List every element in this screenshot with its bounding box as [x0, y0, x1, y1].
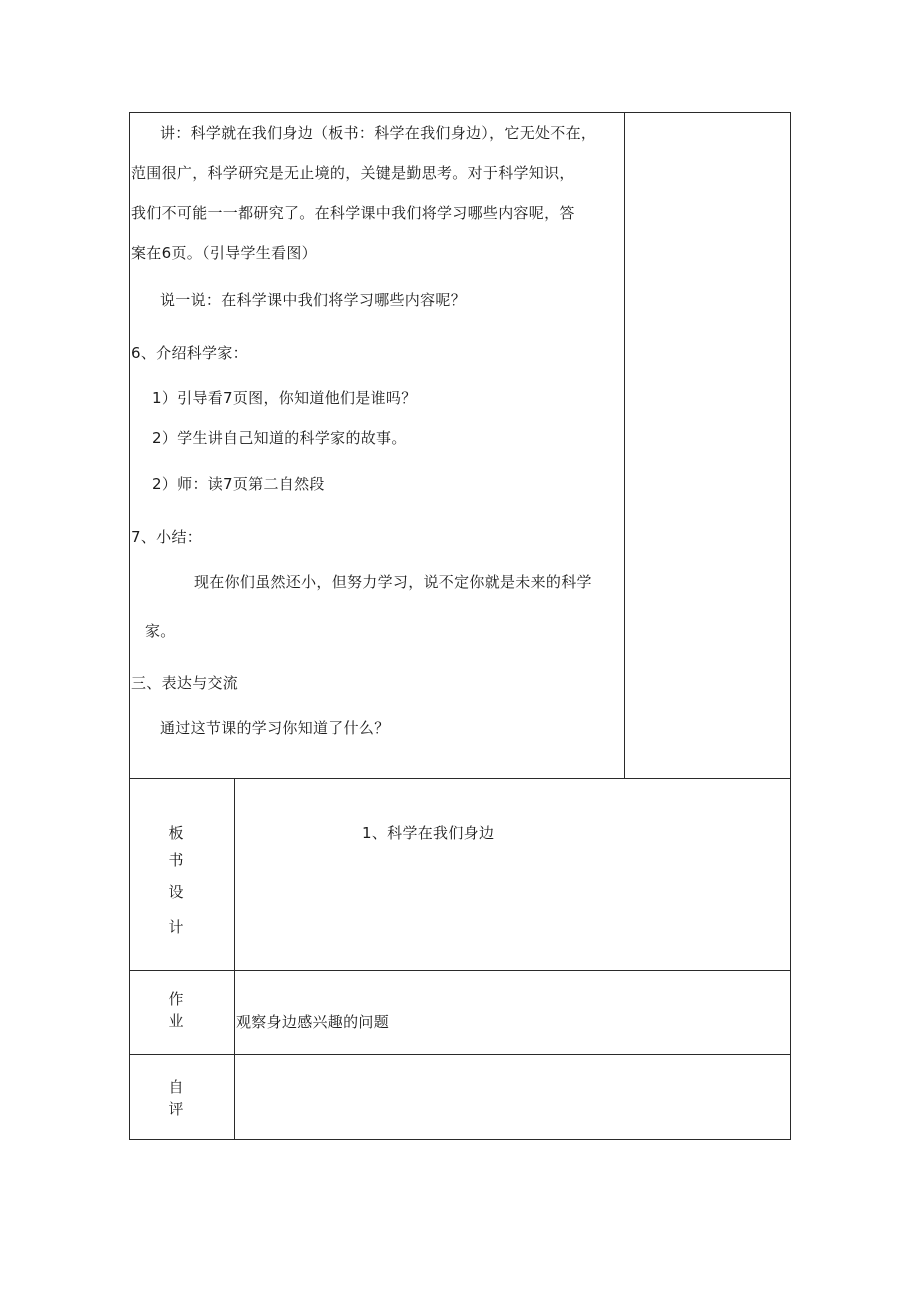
homework-label-char: 作 [168, 990, 184, 1008]
board-design-label-char: 计 [168, 918, 184, 936]
section-6-item-3: 2）师：读7页第二自然段 [152, 475, 325, 493]
main-line-2: 范围很广，科学研究是无止境的，关键是勤思考。对于科学知识， [131, 164, 575, 182]
board-design-content: 1、科学在我们身边 [362, 824, 495, 842]
label-column-divider [234, 778, 235, 1140]
table-left-border [129, 112, 130, 1140]
notes-column-divider [624, 112, 625, 779]
table-right-border [790, 112, 791, 1140]
summary-line-2: 家。 [145, 622, 176, 640]
section-7-heading: 7、小结： [131, 528, 203, 546]
row-divider-3 [129, 1054, 791, 1055]
section-3-heading: 三、表达与交流 [131, 674, 239, 692]
section-3-question: 通过这节课的学习你知道了什么？ [160, 719, 390, 737]
section-6-heading: 6、介绍科学家： [131, 344, 248, 362]
main-line-5: 说一说：在科学课中我们将学习哪些内容呢？ [160, 291, 467, 309]
self-evaluation-label-char: 自 [168, 1078, 184, 1096]
row-divider-1 [129, 778, 791, 779]
section-6-item-1: 1）引导看7页图，你知道他们是谁吗？ [152, 389, 417, 407]
main-line-4: 案在6页。（引导学生看图） [131, 244, 317, 262]
section-6-item-2: 2）学生讲自己知道的科学家的故事。 [152, 429, 407, 447]
homework-content: 观察身边感兴趣的问题 [236, 1013, 390, 1031]
main-line-1: 讲：科学就在我们身边（板书：科学在我们身边），它无处不在， [160, 124, 597, 142]
self-evaluation-label-char: 评 [168, 1100, 184, 1118]
row-divider-2 [129, 970, 791, 971]
summary-line-1: 现在你们虽然还小，但努力学习，说不定你就是未来的科学 [194, 573, 592, 591]
board-design-label-char: 设 [168, 883, 184, 901]
table-bottom-border [129, 1139, 791, 1140]
board-design-label-char: 板 [168, 824, 184, 842]
main-line-3: 我们不可能一一都研究了。在科学课中我们将学习哪些内容呢，答 [131, 204, 575, 222]
board-design-label-char: 书 [168, 851, 184, 869]
table-top-border [129, 112, 791, 113]
homework-label-char: 业 [168, 1012, 184, 1030]
